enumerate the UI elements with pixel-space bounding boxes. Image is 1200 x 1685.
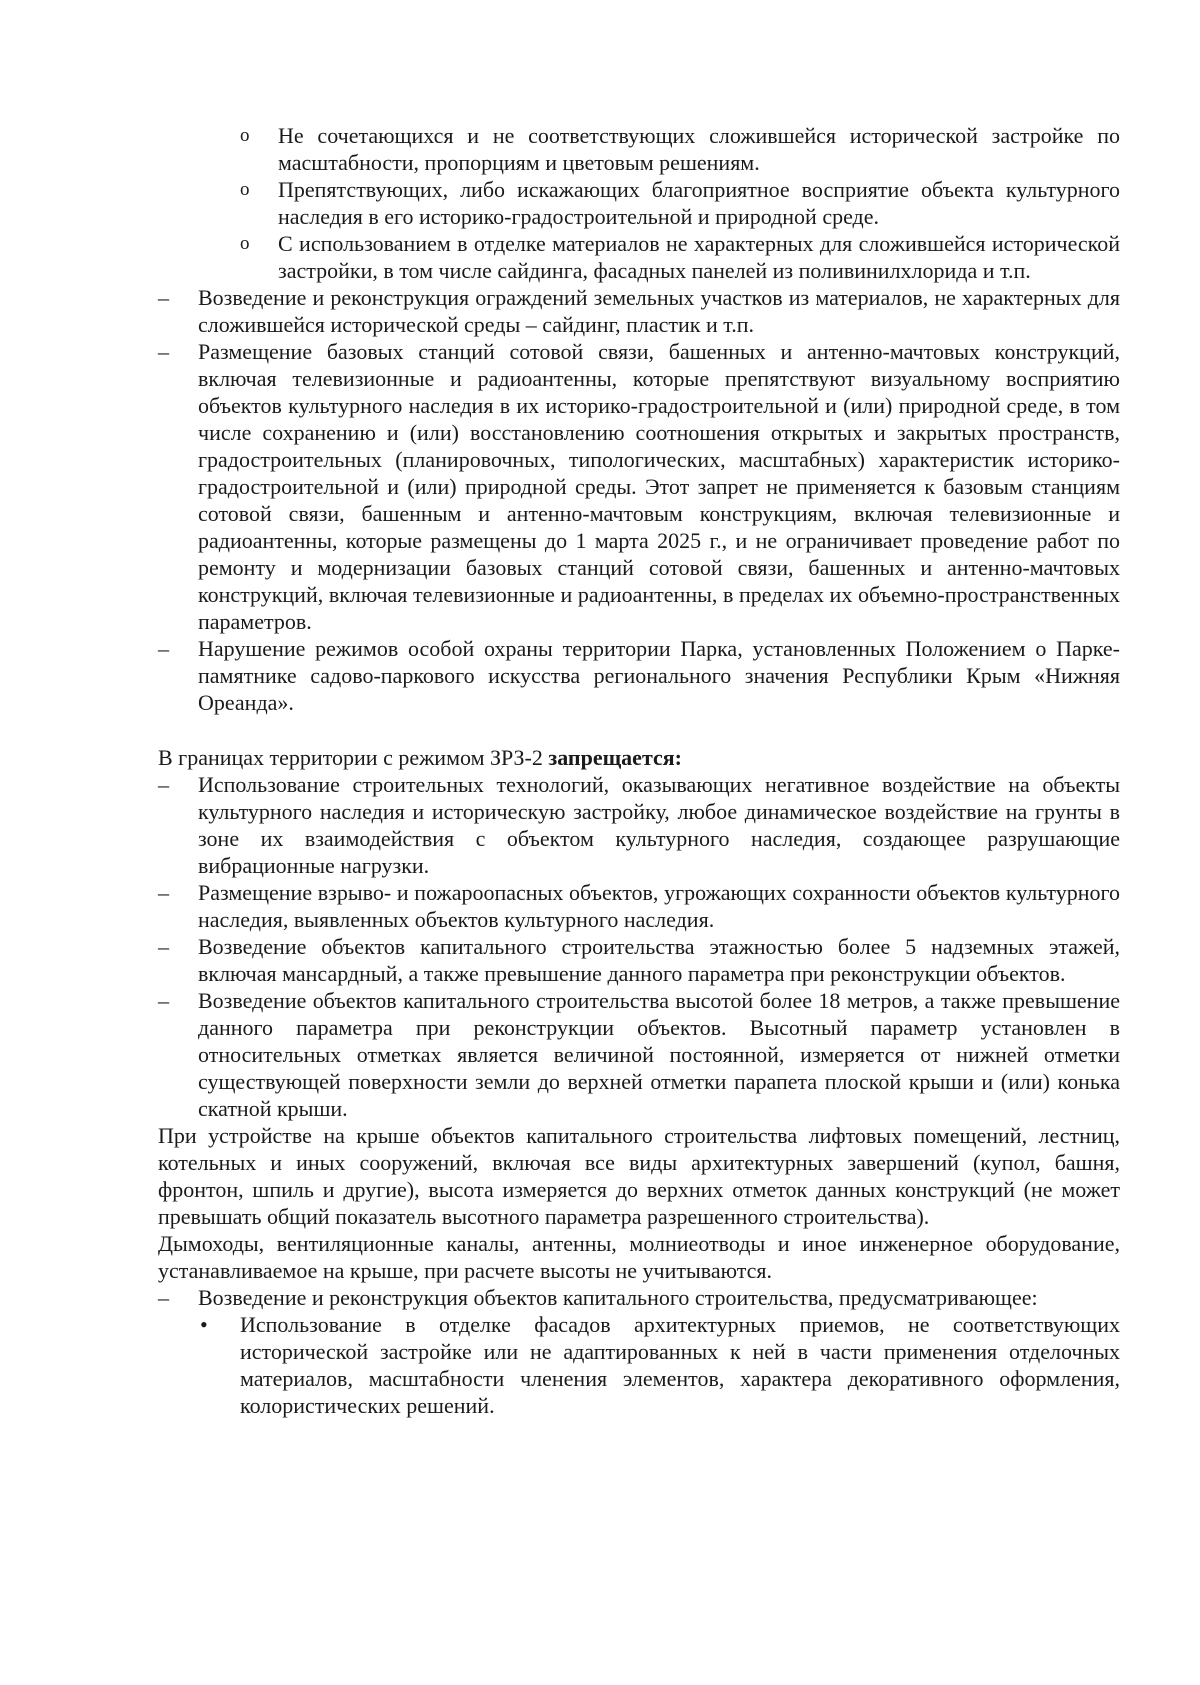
zrz2-heading <box>158 744 1120 771</box>
list-item-text: Нарушение режимов особой охраны территории Парка, установленных Положением о Парке-памятнике садово-паркового искусства регионального значения Республики Крым «Нижняя Ореанда». <box>198 636 1120 715</box>
list-item <box>158 635 1120 716</box>
sub-list-item-text: Использование в отделке фасадов архитектурных приемов, не соответствующих исторической застройке или не адаптированных к ней в части применения отделочных материалов, масштабности членения элементов, характера декоративного оформления, колористических решений. <box>240 1312 1120 1418</box>
sub-list-item-text: Не сочетающихся и не соответствующих сложившейся исторической застройке по масштабности, пропорциям и цветовым решениям. <box>278 123 1120 175</box>
list-item-text: Использование строительных технологий, оказывающих негативное воздействие на объекты культурного наследия и историческую застройку, любое динамическое воздействие на грунты в зоне их взаимодействия с объектом культурного наследия, создающее разрушающие вибрационные нагрузки. <box>198 772 1120 878</box>
sub-list-item-text: С использованием в отделке материалов не характерных для сложившейся исторической застройки, в том числе сайдинга, фасадных панелей из поливинилхлорида и т.п. <box>278 231 1120 283</box>
list-item-text: Возведение и реконструкция объектов капитального строительства, предусматривающее: <box>198 1285 1038 1310</box>
list-item-text: Размещение взрыво- и пожароопасных объектов, угрожающих сохранности объектов культурного наследия, выявленных объектов культурного наследия. <box>198 880 1120 932</box>
list-item-text: Размещение базовых станций сотовой связи, башенных и антенно-мачтовых конструкций, включая телевизионные и радиоантенны, которые препятствуют визуальному восприятию объектов культурного наследия в их историко-градостроительной и (или) природной среде, в том числе сохранению и (или) восстановлению соотношения открытых и закрытых пространств, градостроительных (планировочных, типологических, масштабных) характеристик историко-градостроительной и (или) природной среды. Этот запрет не применяется к базовым станциям сотовой связи, башенным и антенно-мачтовым конструкциям, включая телевизионные и радиоантенны, которые размещены до 1 марта 2025 г., и не ограничивает проведение работ по ремонту и модернизации базовых станций сотовой связи, башенных и антенно-мачтовых конструкций, включая телевизионные и радиоантенны, в пределах их объемно-пространственных параметров. <box>198 339 1120 634</box>
sub-list-item <box>240 230 1120 284</box>
dash-bullet-icon: – <box>158 285 169 310</box>
list-item <box>158 338 1120 635</box>
dash-bullet-icon: – <box>158 772 169 797</box>
dash-bullet-icon: – <box>158 1285 169 1310</box>
circle-bullet-icon: o <box>240 233 250 254</box>
list-item-text: Возведение и реконструкция ограждений земельных участков из материалов, не характерных для сложившейся исторической среды – сайдинг, пластик и т.п. <box>198 285 1120 337</box>
circle-bullet-icon: o <box>240 179 250 200</box>
dash-bullet-icon: – <box>158 636 169 661</box>
list-item-text: Возведение объектов капитального строительства высотой более 18 метров, а также превышение данного параметра при реконструкции объектов. Высотный параметр установлен в относительных отметках является величиной постоянной, измеряется от нижней отметки существующей поверхности земли до верхней отметки парапета плоской крыши и (или) конька скатной крыши. <box>198 988 1120 1121</box>
dot-bullet-icon: • <box>200 1312 208 1337</box>
list-item <box>158 1284 1120 1311</box>
document-body <box>158 122 1120 1419</box>
list-item-text: Возведение объектов капитального строительства этажностью более 5 надземных этажей, включая мансардный, а также превышение данного параметра при реконструкции объектов. <box>198 934 1120 986</box>
dash-bullet-icon: – <box>158 880 169 905</box>
sub-list-item <box>240 122 1120 176</box>
paragraph-gap <box>158 716 1120 744</box>
list-item <box>158 987 1120 1122</box>
paragraph-chimney: Дымоходы, вентиляционные каналы, антенны, молниеотводы и иное инженерное оборудование, устанавливаемое на крыше, при расчете высоты не учитываются. <box>158 1231 1120 1283</box>
list-item <box>158 933 1120 987</box>
dash-bullet-icon: – <box>158 934 169 959</box>
list-item <box>158 771 1120 879</box>
sub-list-item <box>200 1311 1120 1419</box>
circle-bullet-icon: o <box>240 125 250 146</box>
sub-list-item <box>240 176 1120 230</box>
zrz2-heading-prefix: В границах территории с режимом ЗРЗ-2 <box>158 745 549 770</box>
dash-bullet-icon: – <box>158 988 169 1013</box>
sub-list-item-text: Препятствующих, либо искажающих благоприятное восприятие объекта культурного наследия в его историко-градостроительной и природной среде. <box>278 177 1120 229</box>
list-item <box>158 284 1120 338</box>
dash-bullet-icon: – <box>158 339 169 364</box>
paragraph-roof: При устройстве на крыше объектов капитального строительства лифтовых помещений, лестниц, котельных и иных сооружений, включая все виды архитектурных завершений (купол, башня, фронтон, шпиль и другие), высота измеряется до верхних отметок данных конструкций (не может превышать общий показатель высотного параметра разрешенного строительства). <box>158 1123 1120 1229</box>
list-item <box>158 879 1120 933</box>
zrz2-heading-bold: запрещается: <box>548 745 683 770</box>
